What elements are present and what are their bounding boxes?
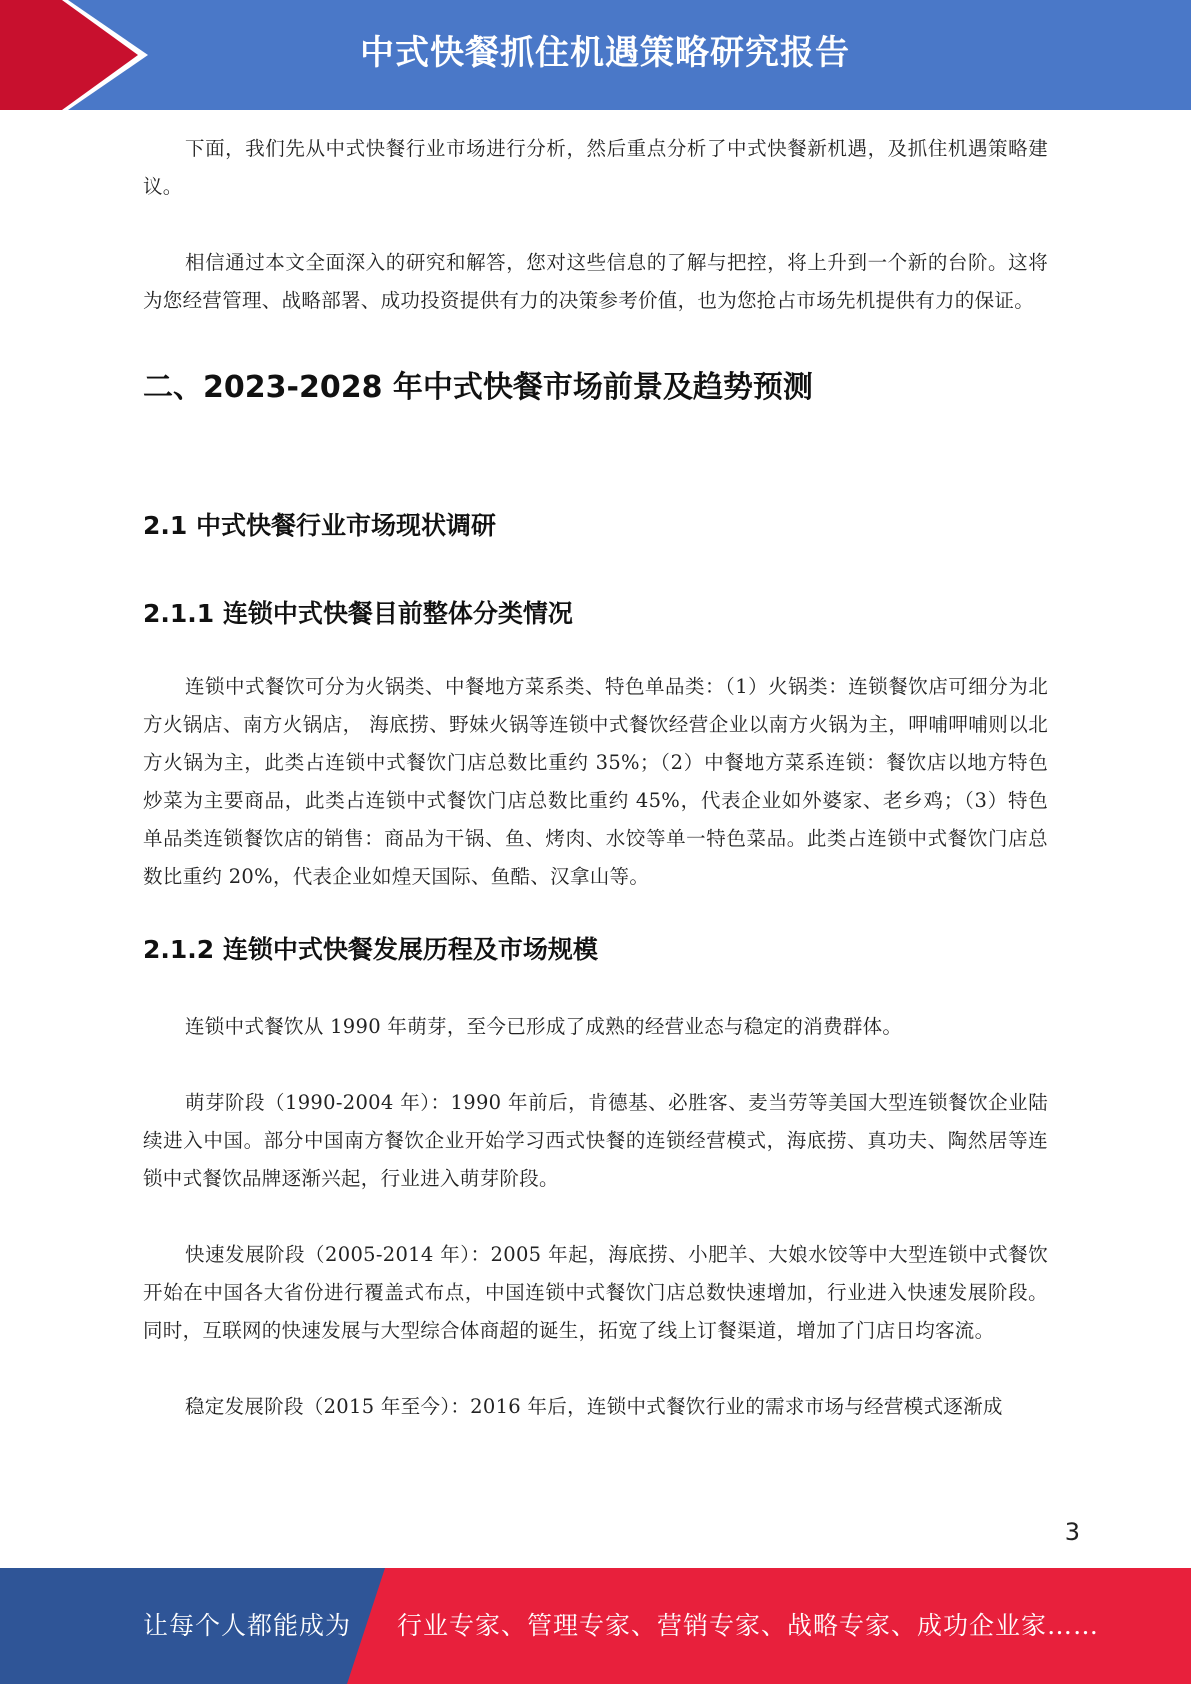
paragraph-intro-1: 下面，我们先从中式快餐行业市场进行分析，然后重点分析了中式快餐新机遇，及抓住机遇策略建议。 bbox=[143, 137, 1048, 198]
header-chevron-icon bbox=[0, 0, 160, 110]
paragraph-stage-2: 快速发展阶段（2005-2014 年）：2005 年起，海底捞、小肥羊、大娘水饺等中大型连锁中式餐饮开始在中国各大省份进行覆盖式布点，中国连锁中式餐饮门店总数快速增加，行业进入快速发展阶段。同时，互联网的快速发展与大型综合体商超的诞生，拓宽了线上订餐渠道，增加了门店日均客流。 bbox=[143, 1243, 1048, 1342]
page-header bbox=[0, 0, 1191, 110]
report-title: 中式快餐抓住机遇策略研究报告 bbox=[360, 33, 850, 73]
paragraph-classification: 连锁中式餐饮可分为火锅类、中餐地方菜系类、特色单品类：（1）火锅类：连锁餐饮店可细分为北方火锅店、南方火锅店， 海底捞、野妹火锅等连锁中式餐饮经营企业以南方火锅为主，呷哺呷哺则以北方火锅为主，此类占连锁中式餐饮门店总数比重约 35%；（2）中餐地方菜系连锁：餐饮店以地方特色炒菜为主要商品，此类占连锁中式餐饮门店总数比重约 45%，代表企业如外婆家、老乡鸡；（3）特色单品类连锁餐饮店的销售：商品为干锅、鱼、烤肉、水饺等单一特色菜品。此类占连锁中式餐饮门店总数比重约 20%，代表企业如煌天国际、鱼酷、汉拿山等。 bbox=[143, 675, 1048, 888]
paragraph-intro-2: 相信通过本文全面深入的研究和解答，您对这些信息的了解与把控，将上升到一个新的台阶。这将为您经营管理、战略部署、成功投资提供有力的决策参考价值，也为您抢占市场先机提供有力的保证。 bbox=[143, 251, 1048, 312]
footer-slogan-right: 行业专家、管理专家、营销专家、战略专家、成功企业家…… bbox=[397, 1611, 1100, 1640]
section-heading-2-1: 2.1 中式快餐行业市场现状调研 bbox=[143, 511, 496, 540]
paragraph-stage-3: 稳定发展阶段（2015 年至今）：2016 年后，连锁中式餐饮行业的需求市场与经营模式逐渐成 bbox=[185, 1395, 1003, 1418]
section-heading-2-1-1: 2.1.1 连锁中式快餐目前整体分类情况 bbox=[143, 599, 573, 628]
section-heading-2-1-2: 2.1.2 连锁中式快餐发展历程及市场规模 bbox=[143, 935, 598, 964]
footer-slogan-left: 让每个人都能成为 bbox=[143, 1611, 352, 1640]
page-footer bbox=[0, 1568, 1191, 1684]
page-number: 3 bbox=[1064, 1518, 1080, 1546]
paragraph-history-intro: 连锁中式餐饮从 1990 年萌芽，至今已形成了成熟的经营业态与稳定的消费群体。 bbox=[185, 1015, 903, 1038]
paragraph-stage-1: 萌芽阶段（1990-2004 年）：1990 年前后，肯德基、必胜客、麦当劳等美国大型连锁餐饮企业陆续进入中国。部分中国南方餐饮企业开始学习西式快餐的连锁经营模式，海底捞、真功夫、陶然居等连锁中式餐饮品牌逐渐兴起，行业进入萌芽阶段。 bbox=[143, 1091, 1048, 1190]
main-content bbox=[143, 130, 1048, 1426]
section-heading-2: 二、2023-2028 年中式快餐市场前景及趋势预测 bbox=[143, 370, 813, 405]
